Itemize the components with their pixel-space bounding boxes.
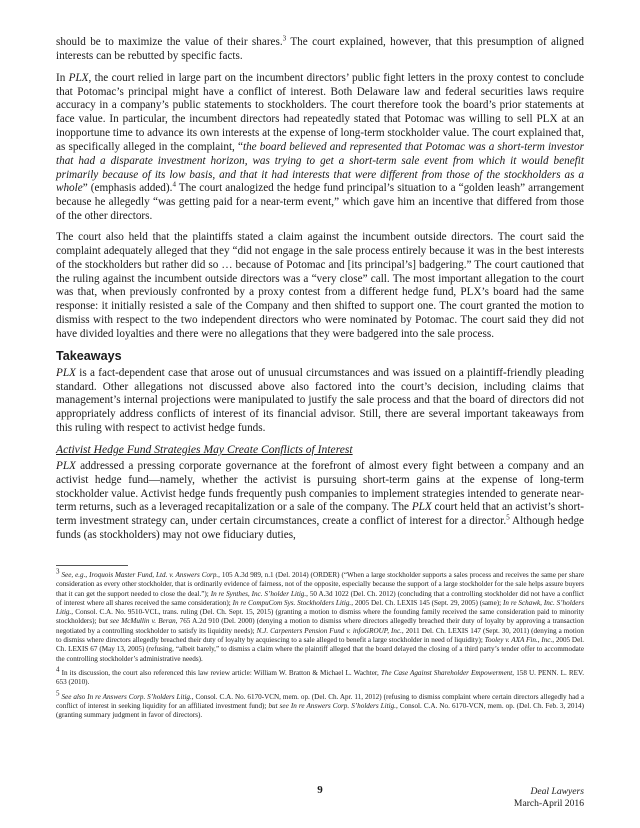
paragraph-activist-strategies: PLX addressed a pressing corporate governance at the forefront of almost every fight between a company and an activist hedge fund—namely, whether the activist is pursuing short-term gains at the expense of long-term stockholder value. Activist hedge funds frequently push companies to implement strategies intended to generate near-term returns, such as a leveraged recapitalization or a sale of the company. The PLX court held that an activist’s short-term investment strategy can, under certain circumstances, create a conflict of interest for a director.$^5$ Although hedge funds (as stockholders) may not owe fiduciary duties,	[56, 459, 585, 542]
footnote-ref-3: 3	[282, 34, 287, 43]
footnote-separator	[56, 565, 128, 566]
footnote-5: $^5$ See also In re Answers Corp. S’holders Litig., Consol. C.A. No. 6170-VCN, mem. op. (Del. Ch. Apr. 11, 2012) (refusing to dismiss complaint where certain directors allegedly had a conflict of interest in seeking liquidity for an affiliated investment fund); but see In re Answers Corp. S’holders Litig., Consol. C.A. No. 6170-VCN, mem. op. (Del. Ch. Feb. 3, 2014) (granting summary judgment in favor of directors).	[56, 689, 584, 720]
page-number: 9	[317, 784, 323, 796]
publication-info	[514, 786, 584, 809]
footnote-4: $^4$ In its discussion, the court also referenced this law review article: William W. Bratton & Michael L. Wachter, The Case Against Shareholder Empowerment, 158 U. PENN. L. REV. 653 (2010).	[56, 665, 584, 687]
publication-title: Deal Lawyers	[530, 786, 584, 797]
article-body	[56, 36, 584, 550]
heading-activist-strategies: Activist Hedge Fund Strategies May Create Conflicts of Interest	[56, 442, 353, 456]
paragraph-intro-continuation: should be to maximize the value of their shares.$^3$ The court explained, however, that this presumption of aligned interests can be rebutted by specific facts.	[56, 34, 584, 62]
heading-takeaways: Takeaways	[56, 348, 122, 363]
publication-issue: March-April 2016	[513, 797, 584, 809]
paragraph-plx-conflict: In PLX, the court relied in large part on the incumbent directors’ public fight letters in the proxy contest to conclude that Potomac’s principal might have a conflict of interest. Both Delaware law and federal securities laws require accuracy in a company’s public statements to stockholders. The court therefore took the board’s prior statements at face value. In particular, the incumbent directors had repeatedly stated that Potomac was willing to sell PLX at an inopportune time to advance its own interests at the expense of long-term stockholder value. The court explained that, as specifically alleged in the complaint, “the board believed and represented that Potomac was a short-term investor that had a disparate investment horizon, was trying to get a short-term sale event from which it would benefit primarily because of its low basis, and that it had interests that were different from those of the stockholders as a whole” (emphasis added).$^4$ The court analogized the hedge fund principal’s situation to a “golden leash” arrangement because he allegedly “was getting paid for a near-term event,” which gave him an incentive that differed from those of the other directors.	[56, 71, 585, 223]
paragraph-takeaways-intro: PLX is a fact-dependent case that arose out of unusual circumstances and was issued on a plaintiff-friendly pleading standard. Other allegations not discussed above also factored into the court’s decision, including claims that management’s internal projections were manipulated to justify the sale process and that the board of directors did not appropriately address conflicts of interest of its financial advisor. Still, there are several important takeaways from this ruling with respect to activist hedge funds.	[56, 366, 584, 435]
footnote-ref-5: 5	[506, 513, 510, 522]
footnote-3: $^3$ See, e.g., Iroquois Master Fund, Ltd. v. Answers Corp., 105 A.3d 989, n.1 (Del. 2014) (ORDER) (“When a large stockholder supports a sales process and receives the same per share consideration as every other stockholder, that is ordinarily evidence of fairness, not of the opposite, especially because the support of a large stockholder for the sale helps assure buyers that it can get the support needed to close the deal.”); In re Synthes, Inc. S’holder Litig., 50 A.3d 1022 (Del. Ch. 2012) (concluding that a controlling stockholder did not have a conflict of interest where all shares received the same consideration); In re CompuCom Sys. Stockholders Litig., 2005 Del. Ch. LEXIS 145 (Sept. 29, 2005) (same); In re Schawk, Inc. S’holders Litig., Consol. C.A. No. 9510-VCL, trans. ruling (Del. Ch. Sept. 15, 2015) (granting a motion to dismiss where the founding family received the same consideration paid to minority stockholders); but see McMullin v. Beran, 765 A.2d 910 (Del. 2000) (denying a motion to dismiss where directors allegedly breached their duty of loyalty by approving a transaction negotiated by a controlling stockholder to satisfy its liquidity needs); N.J. Carpenters Pension Fund v. infoGROUP, Inc., 2011 Del. Ch. LEXIS 147 (Sept. 30, 2011) (denying a motion to dismiss where directors allegedly breached their duty of loyalty by acquiescing to a sale alleged to benefit a large stockholder in need of liquidity); Tooley v. AXA Fin., Inc., 2005 Del. Ch. LEXIS 67 (May 13, 2005) (refusing, “albeit barely,” to dismiss a claim where the plaintiff alleged that the board delayed the closing of a third party’s tender offer to accommodate the controlling stockholder’s administrative needs).	[56, 567, 585, 663]
footnote-ref-4: 4	[172, 180, 176, 189]
paragraph-outside-directors: The court also held that the plaintiffs stated a claim against the incumbent outside directors. The court said the complaint adequately alleged that they “did not engage in the sale process entirely because it was in the best interests of the stockholders but rather did so … because of Potomac and [its principal’s] badgering.” The court cautioned that the ruling against the incumbent outside directors was a “very close” call. The most important allegation to the court was that, when previously confronted by a proxy contest from a different hedge fund, PLX’s board had the same response: it initially resisted a sale of the Company and then shifted to support one. The court granted the motion to dismiss with respect to the two independent directors who were nominated by Potomac. The court said they did not have divided loyalties and there were no allegations that they were badgered into the sale process.	[56, 230, 584, 340]
footnotes	[56, 567, 585, 725]
